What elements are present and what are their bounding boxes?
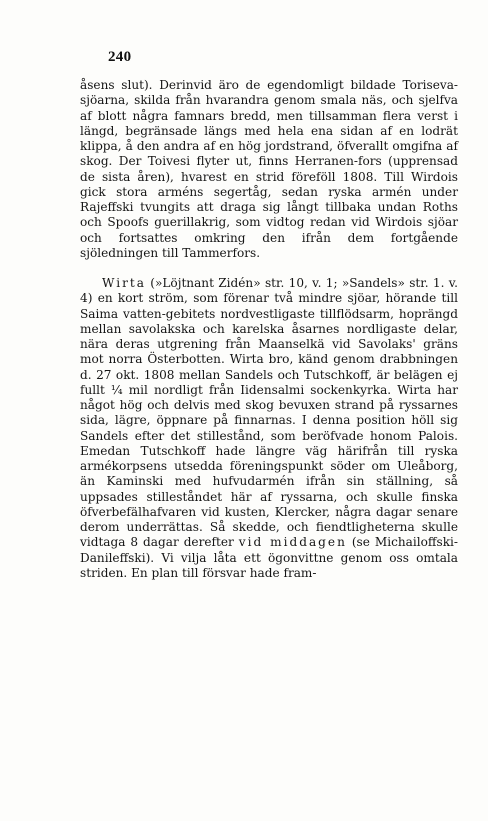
paragraph-2 [80, 276, 458, 581]
paragraph-2-tail: (se Michailoffski-Danileffski). Vi vilja låta ett ögonvittne genom oss omtala striden. En plan till försvar hade fram- [80, 535, 458, 580]
paragraph-2-body: (»Löjtnant Zidén» str. 10, v. 1; »Sandels» str. 1. v. 4) en kort ström, som förenar två mindre sjöar, hörande till Saima vatten-gebitets nordvestligaste tillflödsarm, hoprängd mellan savolakska och karelska åsarnes nordligaste delar, nära deras utgrening från Maanselkä vid Savolaks' gräns mot norra Österbotten. Wirta bro, känd genom drabbningen d. 27 okt. 1808 mellan Sandels och Tutschkoff, är belägen ej fullt ¼ mil nordligt från Iidensalmi sockenkyrka. Wirta har något hög och delvis med skog bevuxen strand på ryssarnes sida, lägre, öppnare på finnarnas. I denna position höll sig Sandels efter det stillestånd, som beröfvade honom Palois. Emedan Tutschkoff hade längre väg härifrån till ryska armékorpsens utsedda föreningspunkt söder om Uleåborg, än Kaminski med hufvudarmén ifrån sin ställning, så uppsades stilleståndet här af ryssarna, och skulle finska öfverbefälhafvaren vid kusten, Klercker, några dagar senare derom underrättas. Så skedde, och fiendtligheterna skulle vidtaga 8 dagar derefter [80, 276, 458, 550]
paragraph-1: åsens slut). Derinvid äro de egendomligt bildade Toriseva-sjöarna, skilda från hvarandra genom smala näs, och sjelfva af blott några famnars bredd, men tillsamman flera verst i längd, begränsade längs med hela ena sidan af en lodrät klippa, å den andra af en hög jordstrand, öfverallt omgifna af skog. Der Toivesi flyter ut, finns Herranen-fors (upprensad de sista åren), hvarest en strid föreföll 1808. Till Wirdois gick stora arméns segertåg, sedan ryska armén under Rajeffski tvungits att draga sig långt tillbaka undan Roths och Spoofs guerillakrig, som vidtog redan vid Wirdois sjöar och fortsattes omkring den ifrån dem fortgående sjöledningen till Tammerfors. [80, 78, 458, 260]
page-number: 240 [108, 49, 132, 65]
spaced-emphasis: vid middagen [238, 535, 347, 550]
entry-headword: Wirta [102, 276, 146, 290]
body-text [80, 78, 458, 581]
